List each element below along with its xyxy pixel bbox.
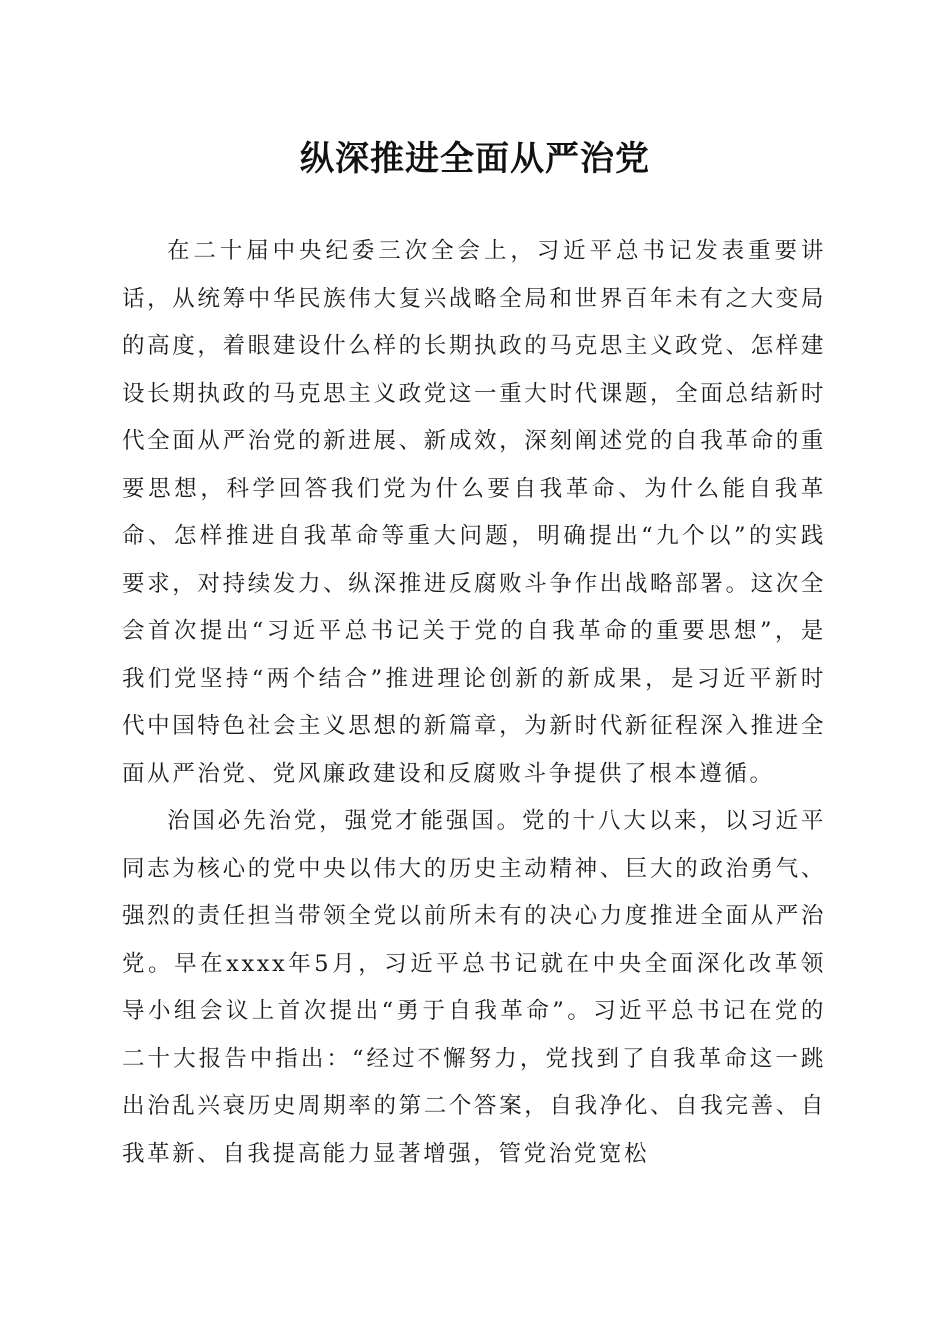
paragraph-1: 在二十届中央纪委三次全会上，习近平总书记发表重要讲话，从统筹中华民族伟大复兴战略全局和世界百年未有之大变局的高度，着眼建设什么样的长期执政的马克思主义政党、怎样建设长期执政的马克思主义政党这一重大时代课题，全面总结新时代全面从严治党的新进展、新成效，深刻阐述党的自我革命的重要思想，科学回答我们党为什么要自我革命、为什么能自我革命、怎样推进自我革命等重大问题，明确提出“九个以”的实践要求，对持续发力、纵深推进反腐败斗争作出战略部署。这次全会首次提出“习近平总书记关于党的自我革命的重要思想”，是我们党坚持“两个结合”推进理论创新的新成果，是习近平新时代中国特色社会主义思想的新篇章，为新时代新征程深入推进全面从严治党、党风廉政建设和反腐败斗争提供了根本遵循。 <box>122 238 826 787</box>
paragraph-2: 治国必先治党，强党才能强国。党的十八大以来，以习近平同志为核心的党中央以伟大的历史主动精神、巨大的政治勇气、强烈的责任担当带领全党以前所未有的决心力度推进全面从严治党。早在xxxx年5月，习近平总书记就在中央全面深化改革领导小组会议上首次提出“勇于自我革命”。习近平总书记在党的二十大报告中指出：“经过不懈努力，党找到了自我革命这一跳出治乱兴衰历史周期率的第二个答案，自我净化、自我完善、自我革新、自我提高能力显著增强，管党治党宽松 <box>122 808 826 1167</box>
document-body <box>122 228 826 1178</box>
document-title: 纵深推进全面从严治党 <box>300 139 650 179</box>
